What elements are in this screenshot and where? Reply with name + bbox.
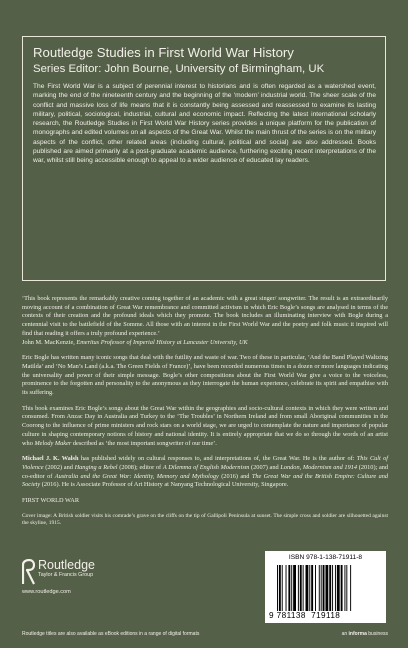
publisher-url: www.routledge.com [22,589,71,595]
barcode-bar [286,565,287,611]
series-title: Routledge Studies in First World War History [33,45,294,60]
publisher-logo [22,557,172,601]
publisher-name: Routledge [38,558,95,572]
series-description: The First World War is a subject of perennial interest to historians and is often regarded as a watershed event, marking the end of the nineteenth century and the beginning of the ‘modern’ industrial world. The sheer scale of the conflict and massive loss of life means that it is constantly being assessed and reassessed to examine its lasting military, political, sociological, industrial, cultural and economic impact. Reflecting the latest international scholarly research, the Routledge Studies in First World War History series provides a unique platform for the publication of monographs and edited volumes on all aspects of the Great War. Whilst the main thrust of the series is on the military aspects of the conflict, other related areas (including cultural, political and social) are also addressed. Books published are aimed primarily at a post-graduate academic audience, furthering exciting recent interpretations of the war, whilst still being accessible enough to appeal to a wider audience of educated lay readers. [33,83,376,165]
endorsement-quote: ‘This book represents the remarkably creative coming together of an academic with a great singer/ songwriter. The result is an extraordinarily moving account of a combination of Great War remembrance and committed activism in which Eric Bogle’s songs are analysed in terms of the contexts of their creation and the profound ideals which they promote. The book includes an illuminating interview with Bogle during a centennial visit to the battlefield of the Somme. All those with an interest in the First World War and the poetry and folk music it inspired will find that reading it offers a truly profound experience.’ [22,295,388,337]
barcode-bar [325,565,328,611]
barcode-bar [315,565,316,611]
barcode-bar [288,565,290,611]
barcode-bar [306,565,309,611]
isbn-number: ISBN 978-1-138-71911-8 [288,554,363,561]
informa-business: an informa business [341,631,388,637]
barcode-bar [323,565,325,611]
barcode-bar [298,565,299,611]
barcode-bar [346,565,347,611]
footer [22,630,388,639]
barcode-bar [329,565,331,611]
ebook-note: Routledge titles are also available as eBook editions in a range of digital formats [22,631,200,637]
barcode-bar [311,565,313,611]
barcode-digits: 9 781138 719118 [269,611,341,620]
barcode-bar [319,565,320,611]
barcode-bar [337,565,340,611]
endorsement-affiliation: Emeritus Professor of Imperial History at Lancaster University, UK [76,338,248,346]
blurb-paragraph-2: This book examines Eric Bogle’s songs about the Great War within the geographies and socio-cultural contexts in which they were written and consumed. From Anzac Day in Australia and Turkey to the ‘The Troubles’ in Northern Ireland and from small Aboriginal communities in the Coorong to the influence of prime ministers and rock stars on a world stage, we are urged to contemplate the nature and importance of popular culture in shaping contemporary notions of history and national identity. It is entirely appropriate that we do so through the words of an artist who Melody Maker described as ‘the most important songwriter of our time’. [22,404,388,447]
barcode-bar [335,565,336,611]
publisher-group: Taylor & Francis Group [38,572,94,578]
barcode-bar [341,565,343,611]
author-bio: Michael J. K. Walsh has published widely on cultural responses to, and interpretations of, the Great War. He is the author of: This Cult of Violence (2002) and Hanging a Rebel (2008); editor of A Dilemma of English Modernism (2007) and London, Modernism and 1914 (2010); and co-editor of Australia and the Great War: Identity, Memory and Mythology (2016) and The Great War and the British Empire: Culture and Society (2016). He is Associate Professor of Art History at Nanyang Technological University, Singapore. [22,455,389,489]
barcode-bar [303,565,304,611]
subject-category: FIRST WORLD WAR [22,497,80,505]
barcode-bar [321,565,322,611]
barcode-bar [300,565,302,611]
endorsement-author: John M. MacKenzie, [22,338,75,346]
barcode-bar [279,565,281,611]
isbn-barcode [265,551,386,623]
author-name: Michael J. K. Walsh [22,455,79,463]
blurb-paragraph-1: Eric Bogle has written many iconic songs that deal with the futility and waste of war. Two of these in particular, ‘And the Band Played Waltzing Matilda’ and ‘No Man’s Land (a.k.a. The Green Fields of France)’, have been recorded numerous times in a dozen or more languages indicating the universality and power of their simple message. Bogle’s other compositions about the First World War give a voice to the voiceless, prominence to the forgotten and personality to the anonymous as they interrogate the human experience, celebrate its spirit and empathise with its suffering. [22,354,388,397]
back-cover-text [22,295,388,535]
barcode-bars [277,565,377,611]
series-box [22,36,386,281]
barcode-bar [282,565,283,611]
barcode-bar [309,565,310,611]
endorsement-attribution [22,339,388,348]
barcode-bar [344,565,345,611]
barcode-bar [291,565,292,611]
series-editor: Series Editor: John Bourne, University of Birmingham, UK [33,63,325,75]
endorsement [22,295,388,347]
informa-logo: informa [348,631,367,637]
barcode-bar [332,565,333,611]
barcode-bar [277,565,278,611]
routledge-r-icon [22,559,35,585]
cover-image-credit: Cover image: A British soldier visits his comrade’s grave on the cliffs on the tip of Gallipoli Peninsula at sunset. The simple cross and soldier are silhouetted against the skyline, 1915. [22,512,388,527]
barcode-bar [350,565,351,611]
barcode-bar [293,565,296,611]
